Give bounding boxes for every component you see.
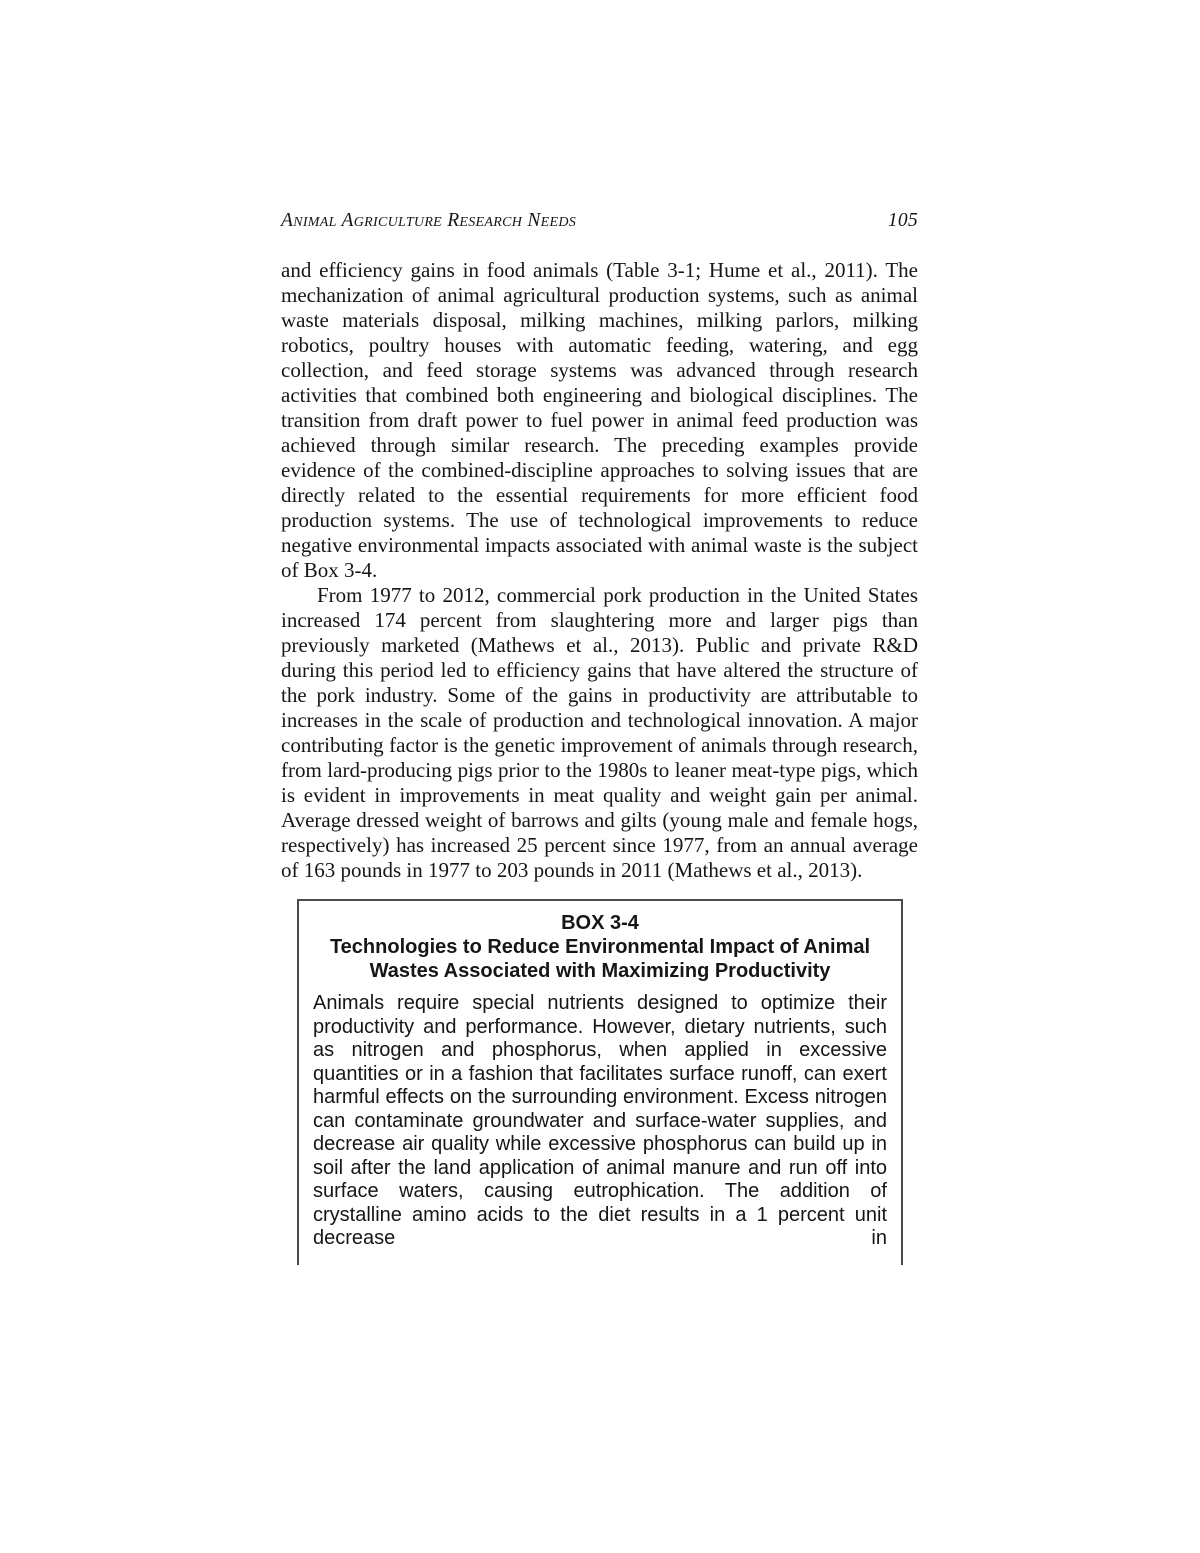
box-label: BOX 3-4	[561, 912, 639, 934]
box-body: Animals require special nutrients designed to optimize their productivity and performance. However, dietary nutrients, such as nitrogen and phosphorus, when applied in excessive quantities or in a fashion that facilitates surface runoff, can exert harmful effects on the surrounding environment. Excess nitrogen can contaminate groundwater and surface-water supplies, and decrease air quality while excessive phosphorus can build up in soil after the land application of animal manure and run off into surface waters, causing eutrophication. The addition of crystalline amino acids to the diet results in a 1 percent unit decrease in	[313, 992, 887, 1249]
box-3-4	[297, 899, 903, 1265]
page-content	[281, 210, 918, 1265]
page-number: 105	[887, 210, 918, 231]
box-title-line-1: Technologies to Reduce Environmental Impact of Animal	[329, 936, 871, 958]
paragraph: and efficiency gains in food animals (Table 3-1; Hume et al., 2011). The mechanization of animal agricultural production systems, such as animal waste materials disposal, milking machines, milking parlors, milking robotics, poultry houses with automatic feeding, watering, and egg collection, and feed storage systems was advanced through research activities that combined both engineering and biological disciplines. The transition from draft power to fuel power in animal feed production was achieved through similar research. The preceding examples provide evidence of the combined-discipline approaches to solving issues that are directly related to the essential requirements for more efficient food production systems. The use of technological improvements to reduce negative environmental impacts associated with animal waste is the subject of Box 3-4.	[281, 258, 918, 582]
running-header	[281, 210, 918, 232]
box-title-line-2: Wastes Associated with Maximizing Productivity	[369, 960, 831, 982]
running-title: Animal Agriculture Research Needs	[281, 210, 577, 231]
body-text	[281, 258, 918, 883]
paragraph: From 1977 to 2012, commercial pork production in the United States increased 174 percent from slaughtering more and larger pigs than previously marketed (Mathews et al., 2013). Public and private R&D during this period led to efficiency gains that have altered the structure of the pork industry. Some of the gains in productivity are attributable to increases in the scale of production and technological innovation. A major contributing factor is the genetic improvement of animals through research, from lard-producing pigs prior to the 1980s to leaner meat-type pigs, which is evident in improvements in meat quality and weight gain per animal. Average dressed weight of barrows and gilts (young male and female hogs, respectively) has increased 25 percent since 1977, from an annual average of 163 pounds in 1977 to 203 pounds in 2011 (Mathews et al., 2013).	[281, 583, 918, 882]
box-title	[313, 935, 887, 983]
